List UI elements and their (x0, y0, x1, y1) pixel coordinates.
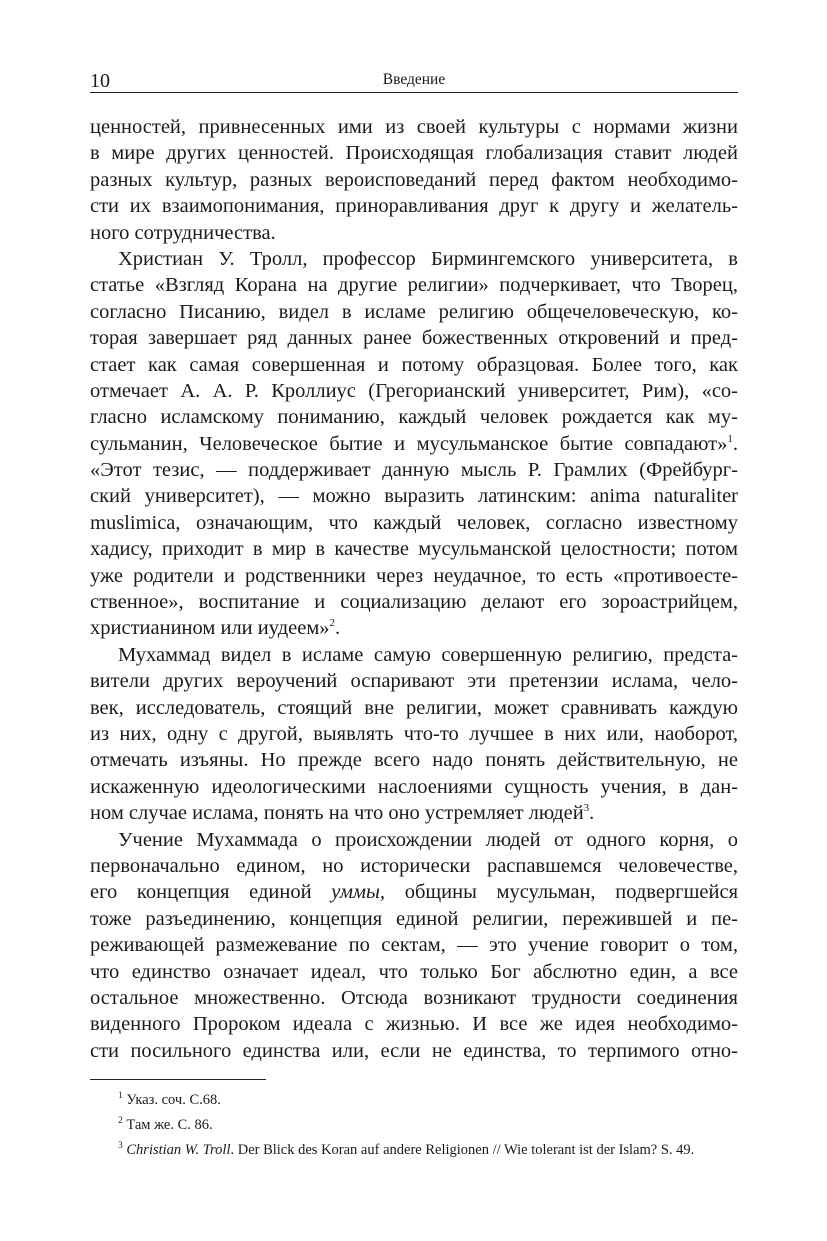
text-line: ного сотрудничества. (90, 221, 276, 244)
running-header (90, 68, 738, 93)
text-line: стает как самая совершенная и потому образцовая. Более того, как (90, 353, 738, 376)
footnote-text: . Der Blick des Koran auf andere Religionen // Wie tolerant ist der Islam? S. 49. (230, 1142, 695, 1158)
text-line: muslimica, означающим, что каждый человек, согласно известному (90, 511, 738, 534)
text-line: искаженную идеологическими наслоениями сущность учения, в дан- (90, 775, 738, 798)
footnote-divider (90, 1079, 266, 1080)
text-segment: . (335, 617, 341, 640)
text-line: ский университет), — можно выразить латинским: anima naturaliter (90, 485, 738, 508)
text-line: сти посильного единства или, если не единства, то терпимого отно- (90, 1039, 738, 1062)
text-line-with-footnote-ref (90, 431, 738, 457)
text-segment: его концепция единой (90, 881, 332, 904)
text-line: ственное», воспитание и социализацию делают его зороастрийцем, (90, 591, 738, 614)
text-segment: христианином или иудеем» (90, 617, 330, 640)
text-line: в мире других ценностей. Происходящая глобализация ставит людей (90, 142, 738, 165)
footnote-ref: 1 (727, 432, 733, 445)
text-segment: сульманин, Человеческое бытие и мусульманское бытие совпадают» (90, 432, 728, 455)
footnote-mark: 1 (118, 1091, 123, 1101)
text-line: первоначально едином, но исторически распавшемся человечестве, (90, 854, 738, 877)
paragraph (90, 114, 738, 246)
text-segment: ном случае ислама, понять на что оно устремляет людей (90, 802, 584, 825)
text-line: сти их взаимопонимания, приноравливания друг к другу и желатель- (90, 195, 738, 218)
text-line-with-italic (90, 879, 738, 905)
page-number: 10 (90, 70, 110, 92)
text-segment: . (589, 802, 595, 825)
text-line: хадису, приходит в мир в качестве мусульманской целостности; потом (90, 538, 738, 561)
text-line-with-footnote-ref (90, 800, 738, 826)
footnote-ref: 2 (329, 617, 336, 630)
text-line: уже родители и родственники через неудачное, то есть «противоесте- (90, 564, 738, 587)
text-line: согласно Писанию, видел в исламе религию общечеловеческую, ко- (90, 300, 738, 323)
text-line: Мухаммад видел в исламе самую совершенную религию, предста- (118, 643, 738, 666)
running-title: Введение (382, 71, 446, 88)
text-line-with-footnote-ref (90, 615, 738, 641)
text-line: гласно исламскому пониманию, каждый человек рождается как му- (90, 406, 738, 429)
text-line: статье «Взгляд Корана на другие религии» подчеркивает, что Творец, (90, 274, 738, 297)
text-line: отмечать изъяны. Но прежде всего надо понять действительную, не (90, 749, 738, 772)
text-line: что единство означает идеал, что только Бог абслютно един, а все (90, 960, 738, 983)
footnote (118, 1088, 758, 1113)
text-line: ценностей, привнесенных ими из своей культуры с нормами жизни (90, 116, 738, 138)
main-text (90, 114, 738, 1064)
text-line: из них, одну с другой, выявлять что-то лучшее в них или, наоборот, (90, 722, 738, 745)
footnote (118, 1113, 758, 1138)
text-line: «Этот тезис, — поддерживает данную мысль Р. Грамлих (Фрейбург- (90, 459, 738, 482)
text-line: реживающей размежевание по сектам, — это учение говорит о том, (90, 934, 738, 957)
footnote (118, 1138, 758, 1163)
text-segment: общины мусульман, подвергшейся (385, 881, 738, 904)
paragraph (90, 246, 738, 642)
text-line: разных культур, разных вероисповеданий перед фактом необходимо- (90, 168, 738, 191)
footnote-mark: 2 (118, 1116, 123, 1126)
footnote-author: Christian W. Troll (122, 1142, 231, 1158)
text-line: вители других вероучений оспаривают эти претензии ислама, чело- (90, 670, 738, 693)
text-line: торая завершает ряд данных ранее божественных откровений и пред- (90, 327, 738, 350)
text-line: век, исследователь, стоящий вне религии, может сравнивать каждую (90, 696, 738, 719)
text-line: Учение Мухаммада о происхождении людей от одного корня, о (118, 828, 738, 851)
footnote-ref: 3 (583, 802, 590, 815)
footnote-mark: 3 (118, 1141, 123, 1151)
text-segment: . (732, 432, 738, 455)
paragraph (90, 642, 738, 827)
text-line: остальное множественно. Отсюда возникают трудности соединения (90, 986, 738, 1009)
text-line: отмечает А. А. Р. Кроллиус (Грегорианский университет, Рим), «со- (90, 379, 738, 402)
footnotes (118, 1088, 758, 1163)
footnote-text: Указ. соч. С.68. (122, 1092, 221, 1108)
text-line: тоже разъединению, концепция единой религии, пережившей и пе- (90, 907, 738, 930)
paragraph (90, 827, 738, 1065)
text-line: Христиан У. Тролл, профессор Бирмингемского университета, в (118, 247, 738, 270)
text-line: виденного Пророком идеала с жизнью. И все же идея необходимо- (90, 1013, 738, 1036)
italic-term: уммы, (331, 881, 386, 904)
footnote-text: Там же. С. 86. (122, 1117, 213, 1133)
